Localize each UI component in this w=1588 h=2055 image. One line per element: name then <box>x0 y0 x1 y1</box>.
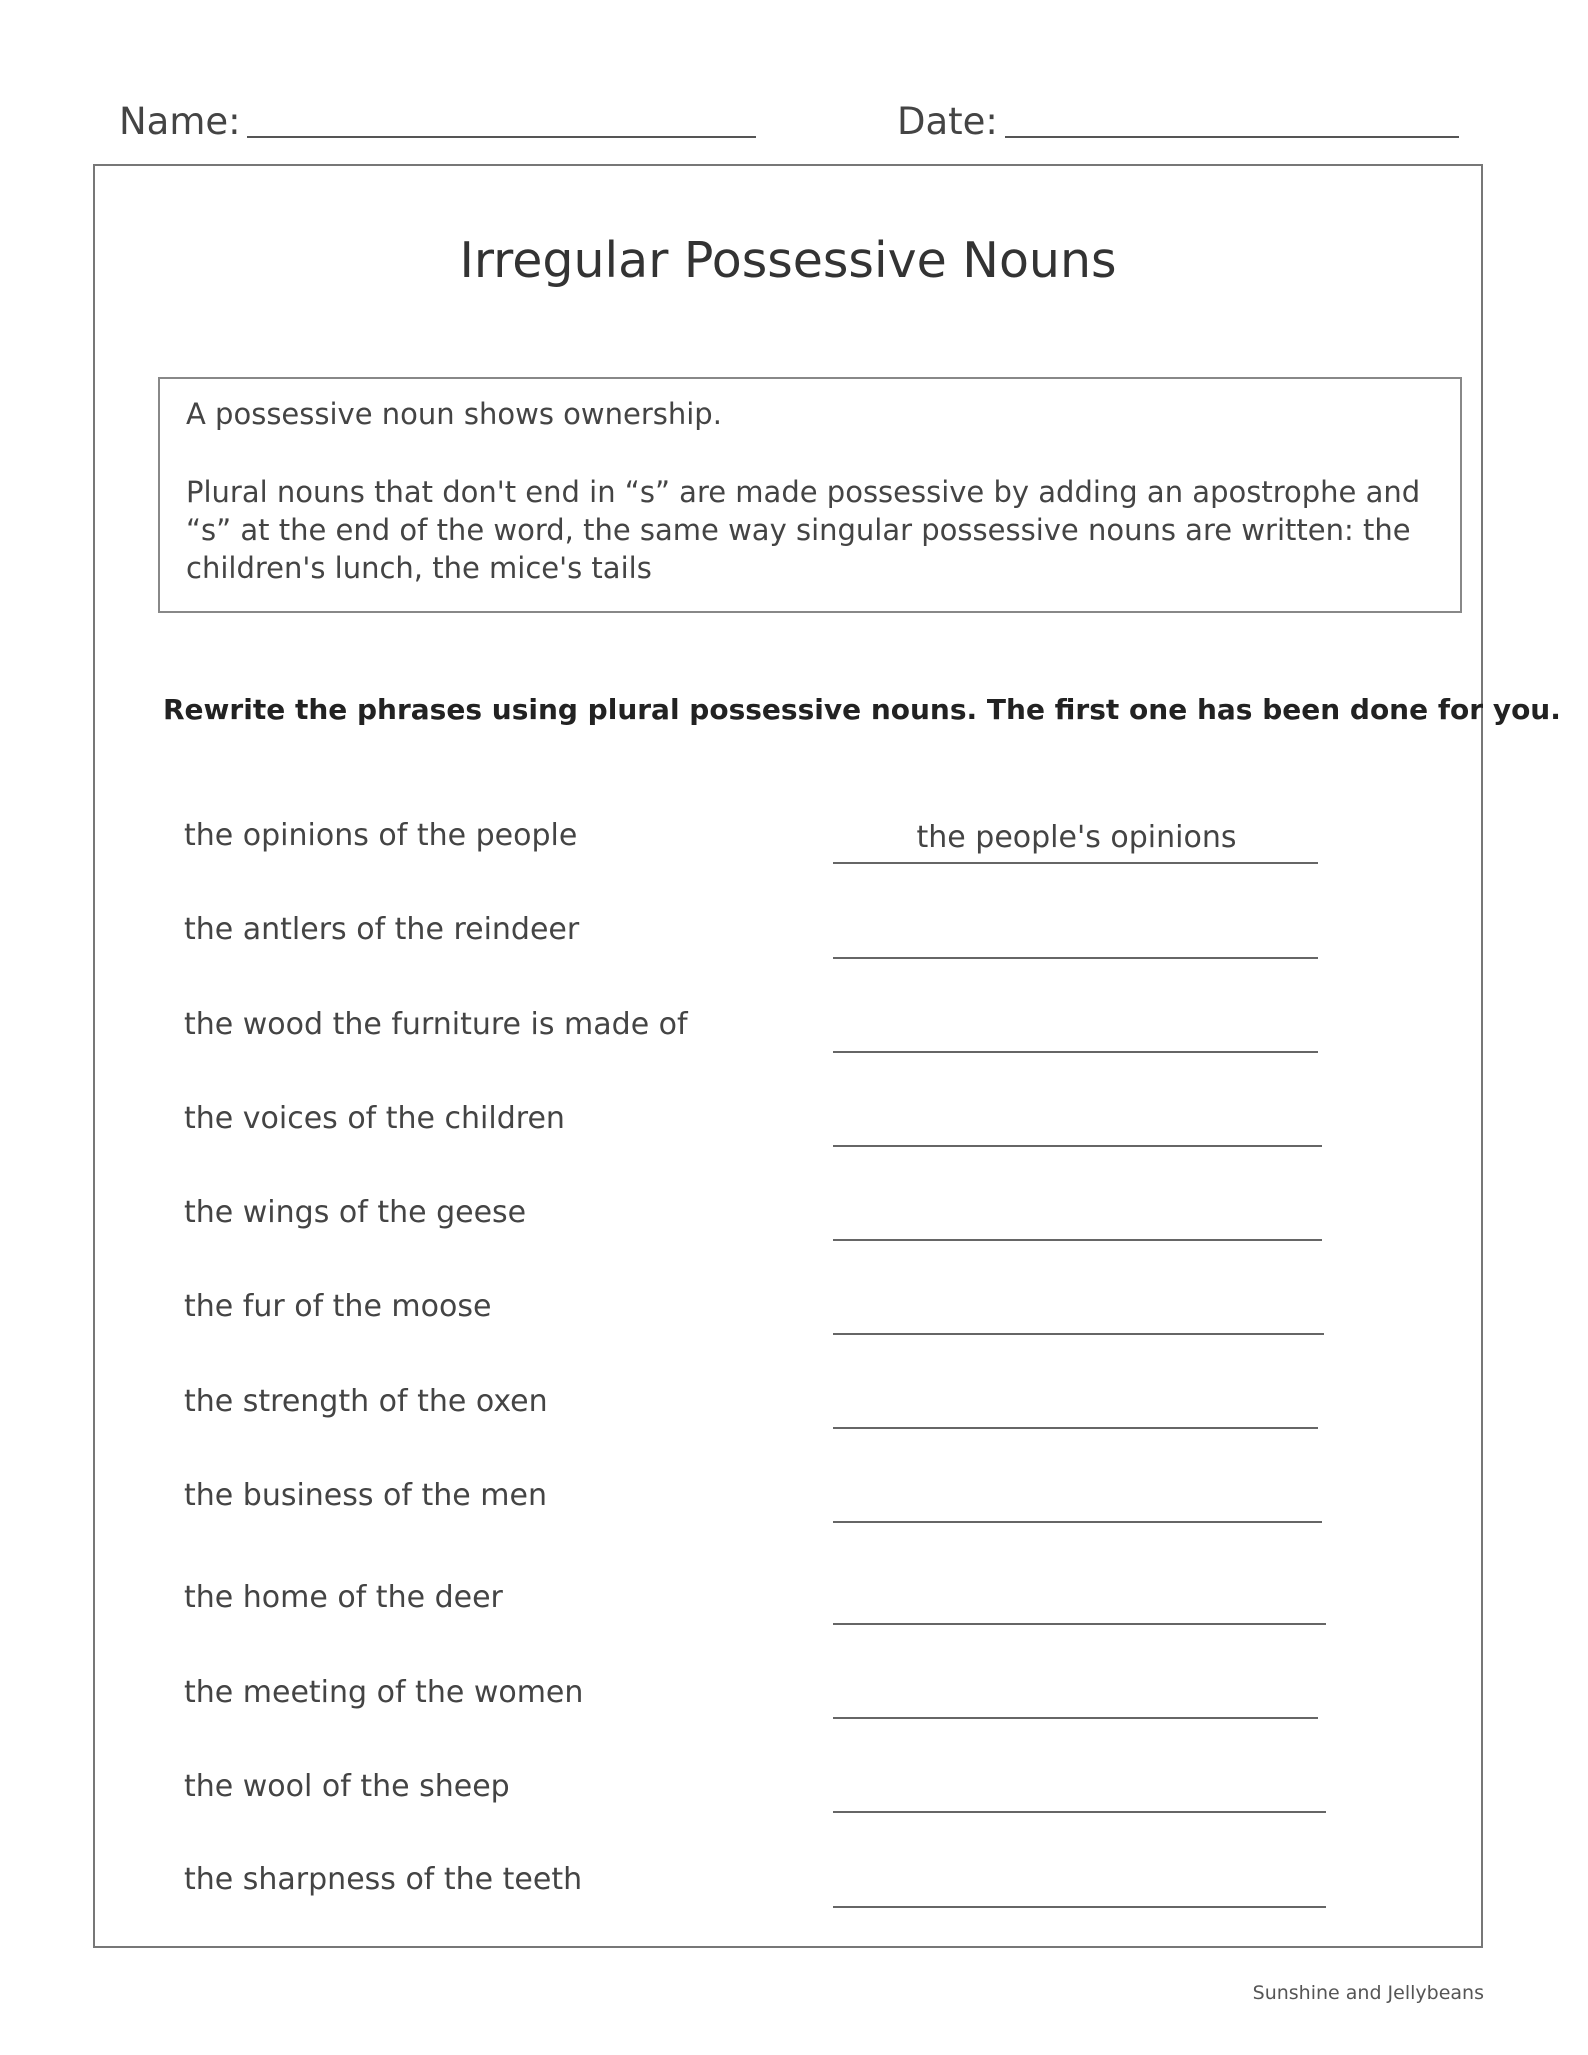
answer-line[interactable] <box>833 1906 1326 1908</box>
exercise-phrase: the voices of the children <box>184 1101 565 1136</box>
answer-line[interactable] <box>833 1427 1318 1429</box>
rule-definition: A possessive noun shows ownership. <box>186 397 722 431</box>
exercise-phrase: the wings of the geese <box>184 1195 527 1230</box>
answer-line[interactable] <box>833 1239 1322 1241</box>
answer-line[interactable] <box>833 1145 1322 1147</box>
instructions: Rewrite the phrases using plural possessive nouns. The first one has been done for you. <box>163 693 1561 726</box>
exercise-phrase: the wood the furniture is made of <box>184 1007 688 1042</box>
exercise-phrase: the strength of the oxen <box>184 1384 548 1419</box>
rule-explanation: Plural nouns that don't end in “s” are made possessive by adding an apostrophe and “s” at the end of the word, the same way singular possessive nouns are written: the children's lunch, the mice's tails <box>186 475 1421 585</box>
page-title: Irregular Possessive Nouns <box>459 232 1117 289</box>
footer-credit: Sunshine and Jellybeans <box>1252 1982 1484 2004</box>
exercise-phrase: the home of the deer <box>184 1580 503 1615</box>
answer-line[interactable] <box>833 1811 1326 1813</box>
date-label: Date: <box>897 100 998 143</box>
answer-line[interactable] <box>833 1521 1322 1523</box>
exercise-phrase: the business of the men <box>184 1478 547 1513</box>
date-field[interactable] <box>1005 136 1459 138</box>
exercise-phrase: the sharpness of the teeth <box>184 1862 583 1897</box>
exercise-phrase: the wool of the sheep <box>184 1769 510 1804</box>
exercise-phrase: the opinions of the people <box>184 818 578 853</box>
exercise-phrase: the meeting of the women <box>184 1675 584 1710</box>
exercise-phrase: the fur of the moose <box>184 1289 492 1324</box>
answer-line[interactable] <box>833 957 1318 959</box>
example-answer: the people's opinions <box>916 820 1237 855</box>
name-label: Name: <box>119 100 241 143</box>
name-field[interactable] <box>247 136 756 138</box>
answer-line[interactable] <box>833 1717 1318 1719</box>
answer-line[interactable] <box>833 1051 1318 1053</box>
answer-line[interactable] <box>833 1333 1324 1335</box>
exercise-phrase: the antlers of the reindeer <box>184 912 580 947</box>
answer-line[interactable] <box>833 862 1318 864</box>
answer-line[interactable] <box>833 1623 1326 1625</box>
